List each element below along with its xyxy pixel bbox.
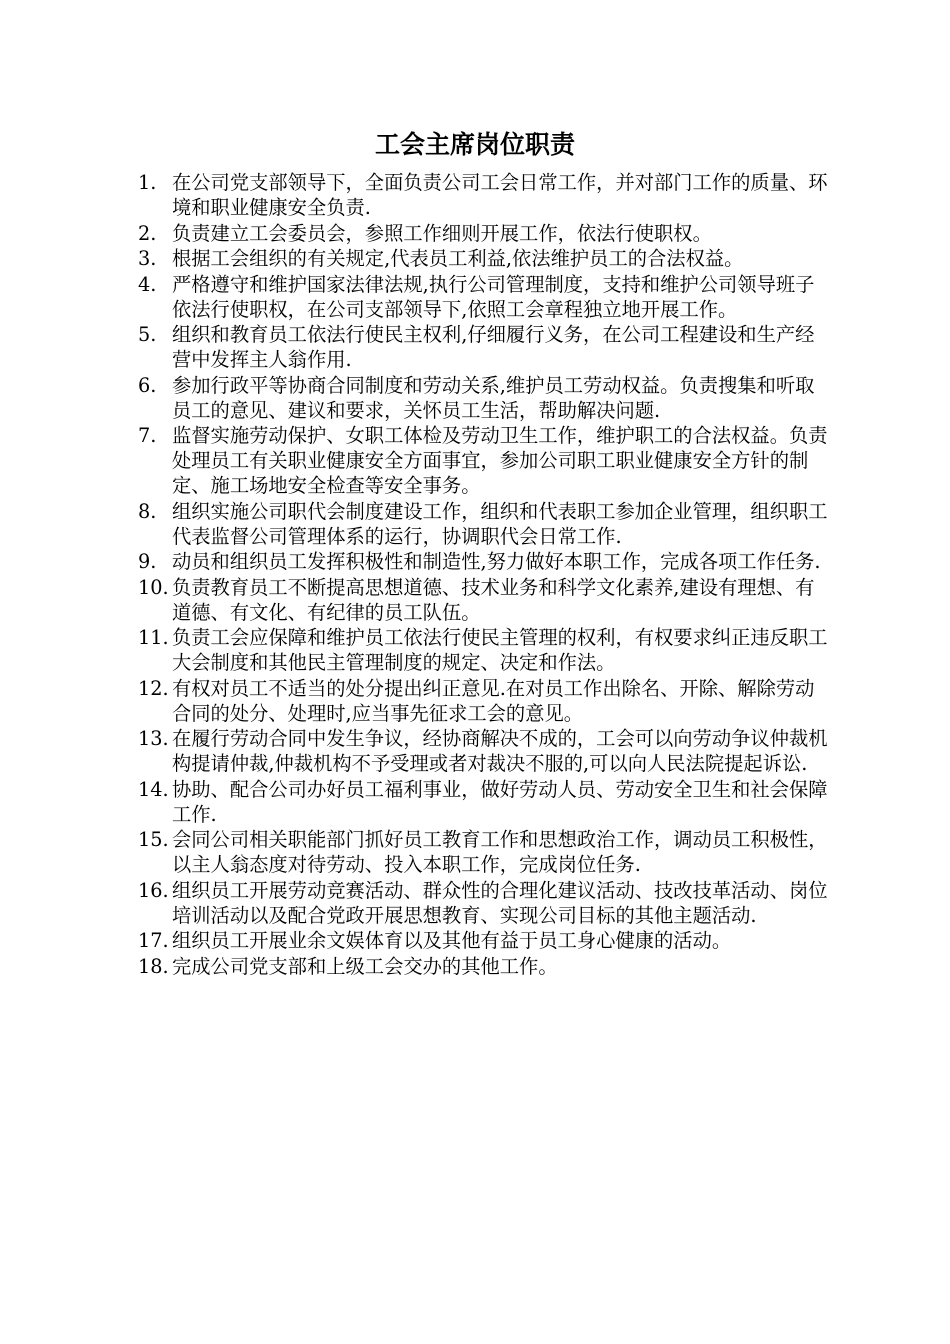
list-item: [138, 878, 828, 928]
list-item-text: 负责教育员工不断提高思想道德、技术业务和科学文化素养,建设有理想、有道德、有文化、有纪律的员工队伍。: [172, 575, 815, 624]
list-item-number: 18.: [138, 954, 169, 978]
list-item-number: 10.: [138, 575, 169, 599]
list-item-text: 监督实施劳动保护、女职工体检及劳动卫生工作，维护职工的合法权益。负责处理员工有关职业健康安全方面事宜，参加公司职工职业健康安全方针的制定、施工场地安全检查等安全事务。: [172, 424, 828, 497]
list-item: [138, 928, 828, 953]
list-item: [138, 726, 828, 776]
list-item-number: 6.: [138, 373, 157, 397]
list-item-text: 在履行劳动合同中发生争议，经协商解决不成的，工会可以向劳动争议仲裁机构提请仲裁,仲裁机构不予受理或者对裁决不服的,可以向人民法院提起诉讼.: [172, 727, 828, 775]
list-item: [138, 575, 828, 625]
list-item-text: 组织实施公司职代会制度建设工作，组织和代表职工参加企业管理，组织职工代表监督公司管理体系的运行，协调职代会日常工作.: [172, 499, 828, 548]
list-item-number: 8.: [138, 499, 157, 523]
list-item-text: 组织员工开展业余文娱体育以及其他有益于员工身心健康的活动。: [172, 929, 732, 952]
list-item-number: 13.: [138, 727, 169, 750]
list-item-number: 1.: [138, 171, 157, 194]
list-item: [138, 549, 828, 574]
list-item-text: 协助、配合公司办好员工福利事业，做好劳动人员、劳动安全卫生和社会保障工作.: [172, 777, 828, 826]
list-item-text: 组织员工开展劳动竞赛活动、群众性的合理化建议活动、技改技革活动、岗位培训活动以及配合党政开展思想教育、实现公司目标的其他主题活动.: [172, 878, 828, 927]
list-item-number: 15.: [138, 828, 169, 851]
duty-list: [138, 170, 828, 979]
list-item: [138, 777, 828, 827]
list-item: [138, 625, 828, 675]
list-item-text: 参加行政平等协商合同制度和劳动关系,维护员工劳动权益。负责搜集和听取员工的意见、建议和要求，关怀员工生活，帮助解决问题.: [172, 373, 815, 422]
list-item-text: 在公司党支部领导下，全面负责公司工会日常工作，并对部门工作的质量、环境和职业健康安全负责.: [172, 171, 828, 219]
list-item: [138, 246, 828, 271]
list-item: [138, 373, 828, 423]
list-item: [138, 954, 828, 979]
list-item-text: 严格遵守和维护国家法律法规,执行公司管理制度，支持和维护公司领导班子依法行使职权，在公司支部领导下,依照工会章程独立地开展工作。: [172, 272, 815, 321]
list-item-text: 负责建立工会委员会，参照工作细则开展工作，依法行使职权。: [172, 221, 712, 245]
list-item: [138, 272, 828, 322]
list-item-number: 12.: [138, 676, 169, 700]
list-item-number: 5.: [138, 323, 157, 346]
list-item: [138, 499, 828, 549]
list-item-text: 组织和教育员工依法行使民主权利,仔细履行义务，在公司工程建设和生产经营中发挥主人翁作用.: [172, 323, 815, 371]
list-item-text: 根据工会组织的有关规定,代表员工利益,依法维护员工的合法权益。: [172, 247, 744, 270]
list-item: [138, 221, 828, 246]
list-item-text: 完成公司党支部和上级工会交办的其他工作。: [172, 954, 558, 978]
list-item: [138, 827, 828, 877]
list-item: [138, 170, 828, 220]
list-item-number: 14.: [138, 777, 169, 801]
list-item: [138, 322, 828, 372]
list-item-number: 4.: [138, 272, 157, 296]
page-title: 工会主席岗位职责: [374, 130, 575, 159]
list-item-text: 负责工会应保障和维护员工依法行使民主管理的权利，有权要求纠正违反职工大会制度和其他民主管理制度的规定、决定和作法。: [172, 626, 828, 674]
list-item-number: 17.: [138, 929, 169, 952]
list-item-number: 7.: [138, 424, 157, 447]
list-item-number: 3.: [138, 247, 157, 270]
list-item-number: 9.: [138, 550, 157, 573]
list-item: [138, 676, 828, 726]
list-item-number: 11.: [138, 626, 169, 649]
list-item-text: 有权对员工不适当的处分提出纠正意见.在对员工作出除名、开除、解除劳动合同的处分、处理时,应当事先征求工会的意见。: [172, 676, 815, 725]
list-item-number: 16.: [138, 878, 169, 902]
list-item-text: 会同公司相关职能部门抓好员工教育工作和思想政治工作，调动员工积极性，以主人翁态度对待劳动、投入本职工作，完成岗位任务.: [172, 828, 828, 876]
list-item: [138, 423, 828, 498]
list-item-number: 2.: [138, 221, 157, 245]
list-item-text: 动员和组织员工发挥积极性和制造性,努力做好本职工作，完成各项工作任务.: [172, 550, 821, 573]
